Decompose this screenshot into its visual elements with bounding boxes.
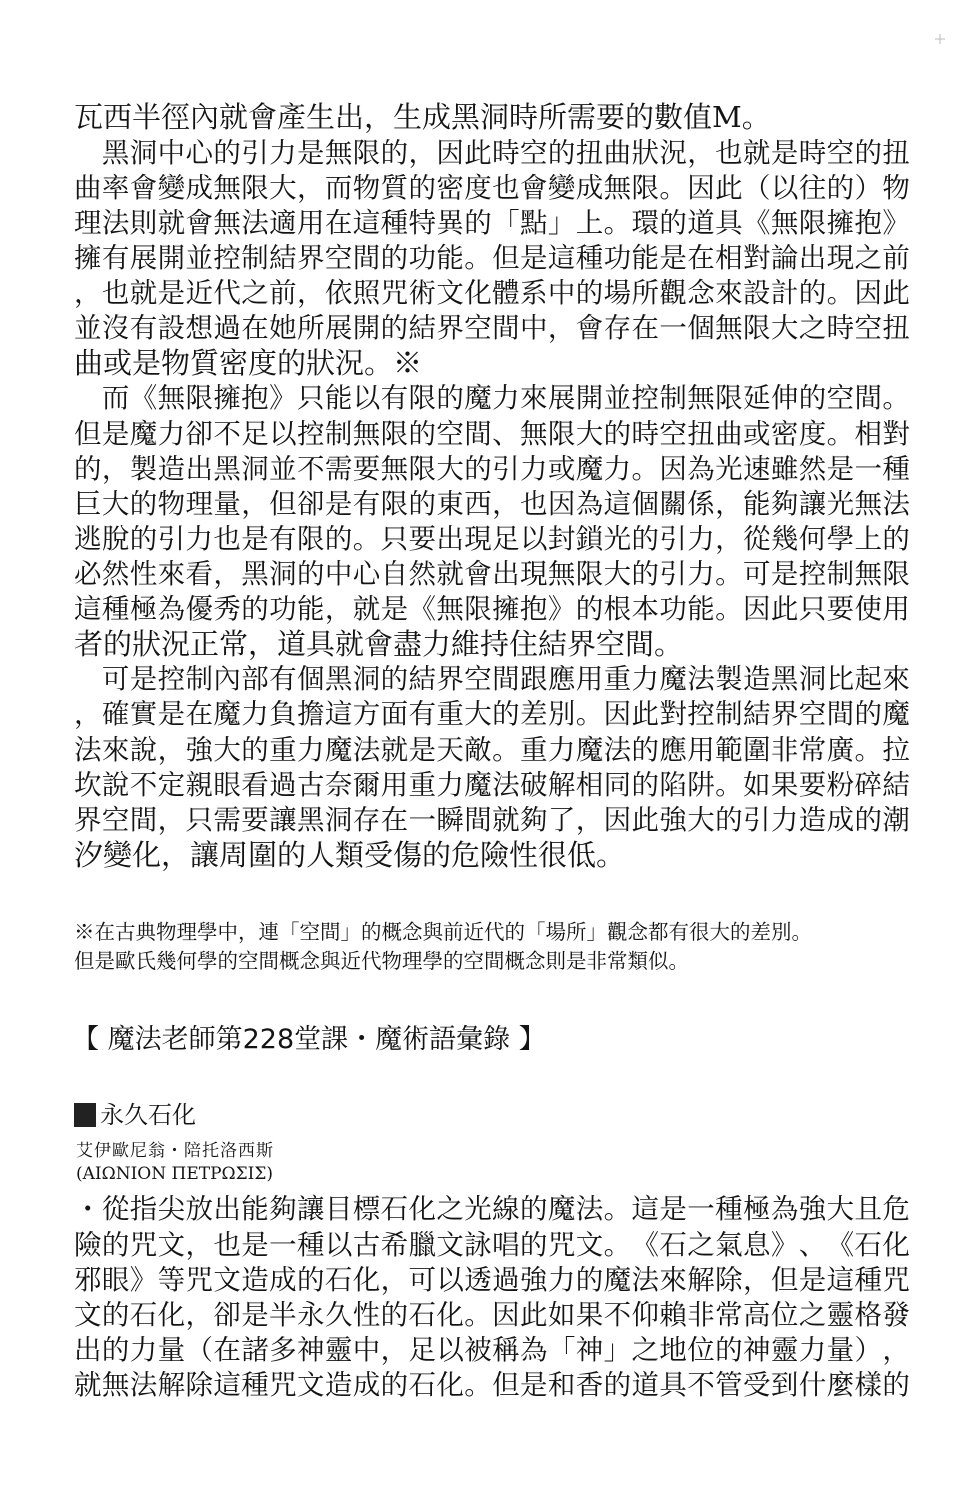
text-line: ， 也 就 是 近 代 之 前 ， 依 照 咒 術 文 化 體 系 中 的 場 所 觀 念 來 設 計 的 。 因 此 [74, 277, 910, 309]
term-title-text: 永久石化 [100, 1101, 196, 1129]
text-line: 這 種 極 為 優 秀 的 功 能 ， 就 是 《 無 限 擁 抱 》 的 根 本 功 能 。 因 此 只 要 使 用 [74, 593, 910, 625]
text-line: 理 法 則 就 會 無 法 適 用 在 這 種 特 異 的 「 點 」 上 。 環 的 道 具 《 無 限 擁 抱 》 [74, 207, 910, 239]
text-line: 但 是 魔 力 卻 不 足 以 控 制 無 限 的 空 間 、 無 限 大 的 時 空 扭 曲 或 密 度 。 相 對 [74, 418, 910, 450]
text-line: 法 來 說 ， 強 大 的 重 力 魔 法 就 是 天 敵 。 重 力 魔 法 的 應 用 範 圍 非 常 廣 。 拉 [74, 734, 910, 766]
text-line: 的 ， 製 造 出 黑 洞 並 不 需 要 無 限 大 的 引 力 或 魔 力 。 因 為 光 速 雖 然 是 一 種 [74, 453, 910, 485]
text-line: 曲 率 會 變 成 無 限 大 ， 而 物 質 的 密 度 也 會 變 成 無 限 。 因 此 （ 以 往 的 ） 物 [74, 172, 910, 204]
term-reading: 艾伊歐尼翁・陪托洛西斯 [76, 1141, 274, 1161]
text-line: 就 無 法 解 除 這 種 咒 文 造 成 的 石 化 。 但 是 和 香 的 道 具 不 管 受 到 什 麼 樣 的 [74, 1369, 910, 1401]
text-line: ・ 從 指 尖 放 出 能 夠 讓 目 標 石 化 之 光 線 的 魔 法 。 這 是 一 種 極 為 強 大 且 危 [74, 1193, 910, 1225]
section-heading: 【 魔法老師第228堂課・魔術語彙錄 】 [72, 1024, 546, 1055]
text-line: 黑 洞 中 心 的 引 力 是 無 限 的 ， 因 此 時 空 的 扭 曲 狀 況 ， 也 就 是 時 空 的 扭 [101, 137, 910, 169]
term-original: (ΑΙΩΝΙΟΝ ΠΕΤΡΩΣΙΣ) [76, 1164, 274, 1184]
text-line: 坎 說 不 定 親 眼 看 過 古 奈 爾 用 重 力 魔 法 破 解 相 同 的 陷 阱 。 如 果 要 粉 碎 結 [74, 769, 910, 801]
text-line: 巨 大 的 物 理 量 ， 但 卻 是 有 限 的 東 西 ， 也 因 為 這 個 關 係 ， 能 夠 讓 光 無 法 [74, 488, 910, 520]
text-line: 必 然 性 來 看 ， 黑 洞 的 中 心 自 然 就 會 出 現 無 限 大 的 引 力 。 可 是 控 制 無 限 [74, 558, 910, 590]
text-line: 瓦西半徑內就會產生出，生成黑洞時所需要的數值M。 [74, 100, 771, 134]
square-bullet-icon [74, 1103, 96, 1127]
text-line: 曲或是物質密度的狀況。※ [74, 346, 423, 380]
text-line: 者的狀況正常，道具就會盡力維持住結界空間。 [74, 627, 684, 661]
footnote-line: 但是歐氏幾何學的空間概念與近代物理學的空間概念則是非常類似。 [74, 949, 689, 973]
text-line: 界 空 間 ， 只 需 要 讓 黑 洞 存 在 一 瞬 間 就 夠 了 ， 因 此 強 大 的 引 力 造 成 的 潮 [74, 804, 910, 836]
corner-mark [934, 30, 946, 42]
term-title [74, 1098, 196, 1132]
text-line: 而 《 無 限 擁 抱 》 只 能 以 有 限 的 魔 力 來 展 開 並 控 制 無 限 延 伸 的 空 間 。 [101, 382, 910, 414]
text-line: 汐變化，讓周圍的人類受傷的危險性很低。 [74, 838, 626, 872]
text-line: 文 的 石 化 ， 卻 是 半 永 久 性 的 石 化 。 因 此 如 果 不 仰 賴 非 常 高 位 之 靈 格 發 [74, 1299, 910, 1331]
text-line: 出 的 力 量 （ 在 諸 多 神 靈 中 ， 足 以 被 稱 為 「 神 」 之 地 位 的 神 靈 力 量 ） ， [74, 1334, 910, 1366]
text-line: 可 是 控 制 內 部 有 個 黑 洞 的 結 界 空 間 跟 應 用 重 力 魔 法 製 造 黑 洞 比 起 來 [101, 663, 910, 695]
text-line: 並 沒 有 設 想 過 在 她 所 展 開 的 結 界 空 間 中 ， 會 存 在 一 個 無 限 大 之 時 空 扭 [74, 312, 910, 344]
text-line: 邪 眼 》 等 咒 文 造 成 的 石 化 ， 可 以 透 過 強 力 的 魔 法 來 解 除 ， 但 是 這 種 咒 [74, 1264, 910, 1296]
text-line: ， 確 實 是 在 魔 力 負 擔 這 方 面 有 重 大 的 差 別 。 因 此 對 控 制 結 界 空 間 的 魔 [74, 698, 910, 730]
text-line: 逃 脫 的 引 力 也 是 有 限 的 。 只 要 出 現 足 以 封 鎖 光 的 引 力 ， 從 幾 何 學 上 的 [74, 523, 910, 555]
text-line: 擁 有 展 開 並 控 制 結 界 空 間 的 功 能 。 但 是 這 種 功 能 是 在 相 對 論 出 現 之 前 [74, 242, 910, 274]
footnote-line: ※在古典物理學中，連「空間」的概念與前近代的「場所」觀念都有很大的差別。 [74, 920, 812, 944]
text-line: 險 的 咒 文 ， 也 是 一 種 以 古 希 臘 文 詠 唱 的 咒 文 。 《 石 之 氣 息 》 、 《 石 化 [74, 1229, 910, 1261]
